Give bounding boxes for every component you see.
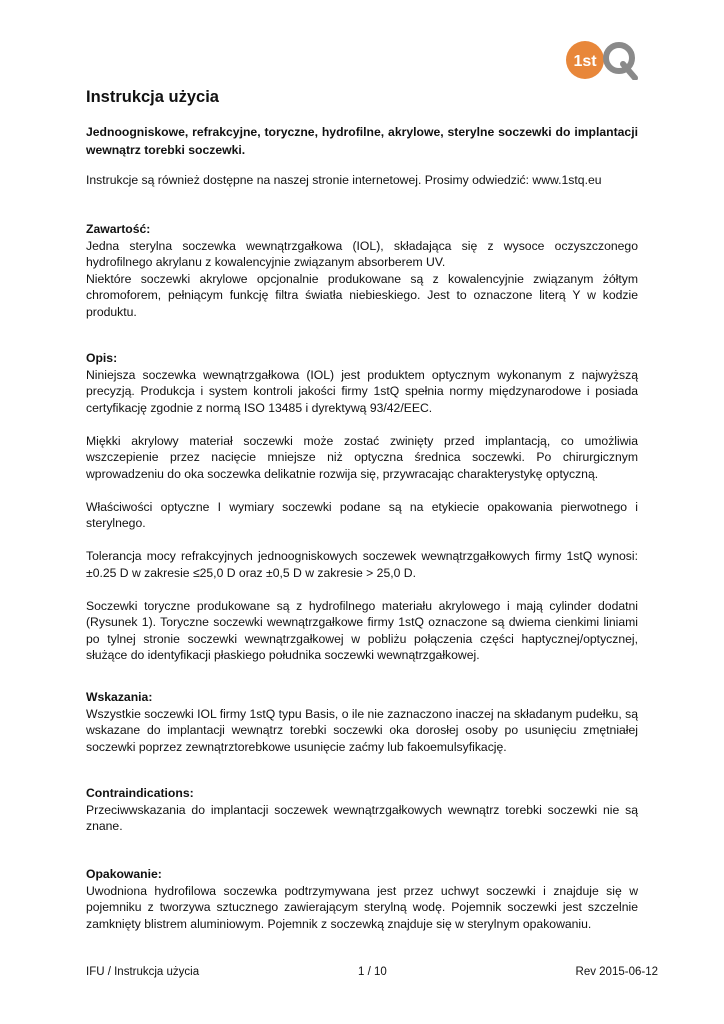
- section-paragraph: Uwodniona hydrofilowa soczewka podtrzymywana jest przez uchwyt soczewki i znajduje się w pojemniku z tworzywa sztucznego zawierającym sterylną wodę. Pojemnik soczewki jest szczelnie zamknięty blistrem aluminiowym. Pojemnik z soczewką znajduje się w sterylnym opakowaniu.: [86, 883, 638, 931]
- section-paragraph: Wszystkie soczewki IOL firmy 1stQ typu Basis, o ile nie zaznaczono inaczej na składanym pudełku, są wskazane do implantacji wewnątrz torebki soczewki oka dorosłej osoby po usunięciu zmętniałej soczewki poprzez zewnątrztorebkowe usunięcie zaćmy lub fakoemulsyfikację.: [86, 706, 638, 754]
- section-heading: Opis:: [86, 351, 118, 365]
- section-heading: Opakowanie:: [86, 867, 162, 881]
- section-paragraph: Przeciwwskazania do implantacji soczewek wewnątrzgałkowych wewnątrz torebki soczewki nie są znane.: [86, 802, 638, 833]
- section-paragraph: Miękki akrylowy materiał soczewki może zostać zwinięty przed implantacją, co umożliwia wszczepienie przez nacięcie mniejsze niż optyczna średnica soczewki. Po chirurgicznym wprowadzeniu do oka soczewka delikatnie rozwija się, przywracając charakterystykę optyczną.: [86, 433, 638, 481]
- intro-text: Instrukcje są również dostępne na naszej stronie internetowej. Prosimy odwiedzić: www.1stq.eu: [86, 173, 602, 187]
- section-paragraph: Tolerancja mocy refrakcyjnych jednoogniskowych soczewek wewnątrzgałkowych firmy 1stQ wynosi: ±0.25 D w zakresie ≤25,0 D oraz ±0,5 D w zakresie > 25,0 D.: [86, 549, 638, 580]
- section-paragraph: Właściwości optyczne I wymiary soczewki podane są na etykiecie opakowania pierwotnego i sterylnego.: [86, 499, 638, 530]
- section-opakowanie: [86, 866, 638, 932]
- product-subtitle: Jednoogniskowe, refrakcyjne, toryczne, hydrofilne, akrylowe, sterylne soczewki do implantacji wewnątrz torebki soczewki.: [86, 125, 638, 157]
- section-paragraph: Niektóre soczewki akrylowe opcjonalnie produkowane są z kowalencyjnie związanym żółtym chromoforem, pełniącym funkcję filtra światła niebieskiego. Jest to oznaczone literą Y w kodzie produktu.: [86, 271, 638, 319]
- logo-letter: Q: [618, 63, 620, 65]
- section-opis: [86, 350, 638, 664]
- logo-text: 1st: [573, 53, 597, 70]
- section-wskazania: [86, 689, 638, 755]
- footer-page-number: 1 / 10: [358, 966, 387, 978]
- footer-revision: Rev 2015-06-12: [575, 966, 658, 978]
- section-paragraph: Niniejsza soczewka wewnątrzgałkowa (IOL) jest produktem optycznym wykonanym z najwyższą precyzją. Produkcja i system kontroli jakości firmy 1stQ spełnia normy międzynarodowe i posiada certyfikację zgodnie z normą ISO 13485 i dyrektywą 93/42/EEC.: [86, 367, 638, 415]
- section-heading: Contraindications:: [86, 786, 194, 800]
- section-contraindications: [86, 785, 638, 835]
- section-zawartosc: [86, 221, 638, 320]
- section-heading: Zawartość:: [86, 222, 151, 236]
- section-paragraph: Jedna sterylna soczewka wewnątrzgałkowa (IOL), składająca się z wysoce oczyszczonego hydrofilnego akrylanu z kowalencyjnie związanym absorberem UV.: [86, 238, 638, 269]
- section-heading: Wskazania:: [86, 690, 153, 704]
- section-paragraph: Soczewki toryczne produkowane są z hydrofilnego materiału akrylowego i mają cylinder dodatni (Rysunek 1). Toryczne soczewki wewnątrzgałkowe firmy 1stQ oznaczone są dwiema cienkimi liniami po tylnej stronie soczewki wewnątrzgałkowej w pobliżu połączenia części haptycznej/optycznej, służące do identyfikacji płaskiego południka soczewki wewnątrzgałkowej.: [86, 598, 638, 662]
- footer-document-name: IFU / Instrukcja użycia: [86, 966, 200, 978]
- company-logo: [565, 40, 639, 80]
- page-title: Instrukcja użycia: [86, 88, 219, 106]
